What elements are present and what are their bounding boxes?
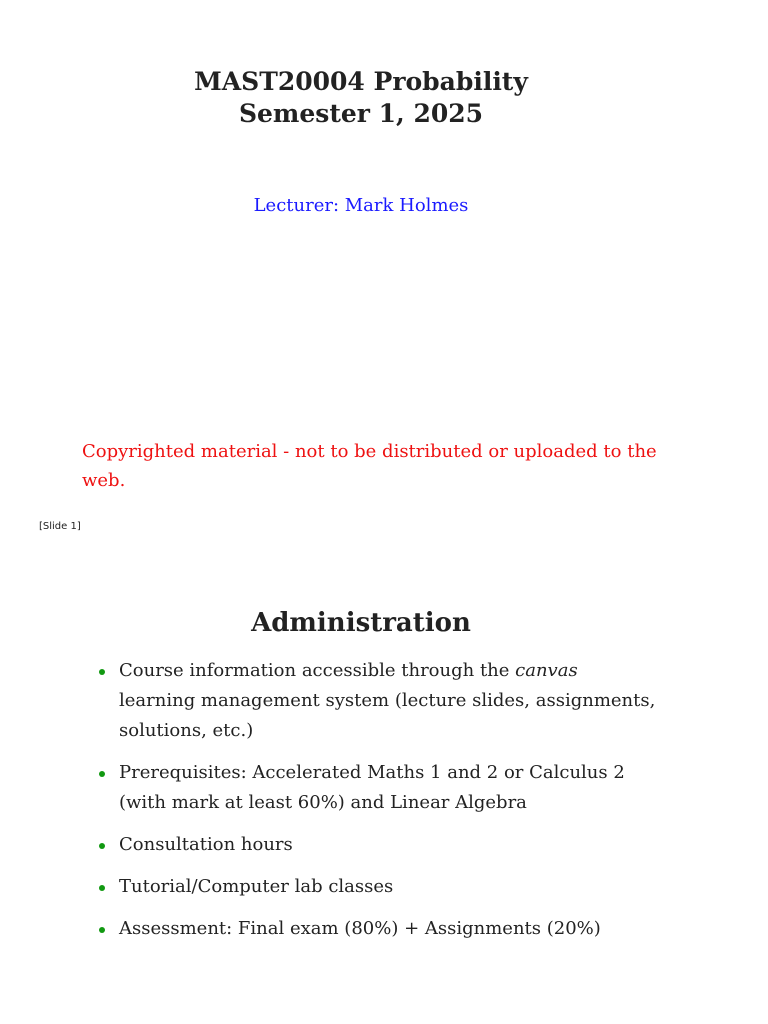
bullet-dot-icon	[99, 843, 105, 849]
course-title: MAST20004 Probability	[194, 67, 528, 96]
bullet-item-consultation	[98, 830, 658, 860]
slide-title	[0, 66, 722, 130]
bullet-item-prerequisites	[98, 758, 658, 818]
copyright-notice: Copyrighted material - not to be distributed or uploaded to the web.	[82, 441, 657, 491]
bullet-text: Consultation hours	[119, 834, 293, 855]
bullet-list	[98, 656, 658, 956]
semester-title: Semester 1, 2025	[238, 99, 484, 128]
bullet-text: Prerequisites: Accelerated Maths 1 and 2 or Calculus 2 (with mark at least 60%) and Linear Algebra	[119, 762, 625, 813]
bullet-item-course-info	[98, 656, 658, 746]
bullet-text: Tutorial/Computer lab classes	[119, 876, 394, 897]
bullet-dot-icon	[99, 669, 105, 675]
bullet-item-tutorials	[98, 872, 658, 902]
lecturer-name: Lecturer: Mark Holmes	[253, 195, 469, 216]
slide-number-label: [Slide 1]	[39, 521, 81, 532]
bullet-text: Course information accessible through the	[119, 660, 516, 681]
bullet-dot-icon	[99, 885, 105, 891]
bullet-dot-icon	[99, 771, 105, 777]
slide-heading: Administration	[251, 608, 471, 638]
bullet-item-assessment	[98, 914, 658, 944]
bullet-text: Assessment: Final exam (80%) + Assignments (20%)	[119, 918, 601, 939]
bullet-emphasis: canvas	[515, 660, 578, 681]
bullet-dot-icon	[99, 927, 105, 933]
bullet-text: learning management system (lecture slides, assignments, solutions, etc.)	[119, 690, 656, 741]
